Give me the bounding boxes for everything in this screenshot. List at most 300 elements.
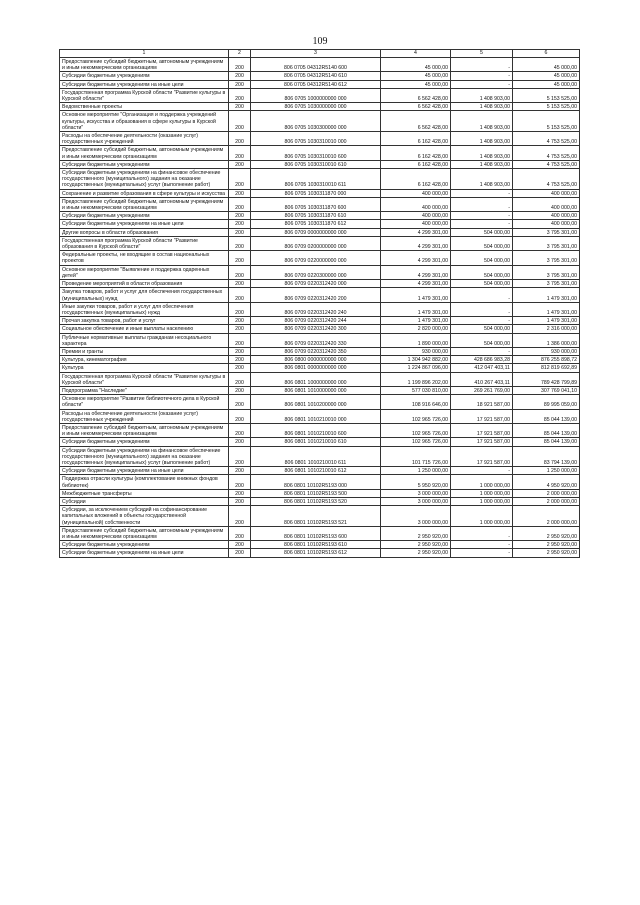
row-total-cell: 930 000,00 bbox=[513, 347, 580, 355]
row-code-cell: 806 0705 1000000000 000 bbox=[251, 88, 381, 102]
row-vr-cell: 200 bbox=[229, 317, 251, 325]
row-code-cell: 806 0801 10102R5193 612 bbox=[251, 549, 381, 557]
row-name-cell: Другие вопросы в области образования bbox=[60, 228, 229, 236]
row-change-cell: 1 408 903,00 bbox=[451, 160, 513, 168]
row-amount-cell: 101 715 726,00 bbox=[381, 446, 451, 467]
row-amount-cell: 102 965 726,00 bbox=[381, 409, 451, 423]
row-name-cell: Ведомственные проекты bbox=[60, 103, 229, 111]
row-change-cell: - bbox=[451, 347, 513, 355]
row-code-cell: 806 0709 0220312420 244 bbox=[251, 317, 381, 325]
row-code-cell: 806 0705 1030311870 610 bbox=[251, 212, 381, 220]
row-code-cell: 806 0709 0220312420 300 bbox=[251, 325, 381, 333]
row-total-cell: 4 753 525,00 bbox=[513, 146, 580, 160]
table-row bbox=[60, 423, 580, 437]
header-cell: 5 bbox=[451, 50, 513, 58]
row-change-cell: 17 921 587,00 bbox=[451, 446, 513, 467]
row-amount-cell: 108 916 646,00 bbox=[381, 395, 451, 409]
row-code-cell: 806 0709 0220312420 000 bbox=[251, 280, 381, 288]
row-vr-cell: 200 bbox=[229, 364, 251, 372]
table-row bbox=[60, 489, 580, 497]
row-total-cell: 1 386 000,00 bbox=[513, 333, 580, 347]
row-vr-cell: 200 bbox=[229, 288, 251, 302]
row-change-cell: 410 267 403,11 bbox=[451, 372, 513, 386]
row-change-cell: 269 261 769,00 bbox=[451, 386, 513, 394]
row-code-cell: 806 0801 10102R5193 500 bbox=[251, 489, 381, 497]
table-row bbox=[60, 467, 580, 475]
table-row bbox=[60, 549, 580, 557]
table-row bbox=[60, 80, 580, 88]
row-amount-cell: 4 299 301,00 bbox=[381, 265, 451, 279]
table-row bbox=[60, 364, 580, 372]
row-amount-cell: 6 162 428,00 bbox=[381, 160, 451, 168]
table-row bbox=[60, 475, 580, 489]
row-total-cell: 400 000,00 bbox=[513, 197, 580, 211]
row-amount-cell: 1 479 301,00 bbox=[381, 302, 451, 316]
header-cell: 6 bbox=[513, 50, 580, 58]
row-name-cell: Федеральные проекты, не входящие в состав национальных проектов bbox=[60, 251, 229, 265]
row-code-cell: 806 0801 10102R5193 520 bbox=[251, 497, 381, 505]
table-row bbox=[60, 146, 580, 160]
row-amount-cell: 2 950 920,00 bbox=[381, 541, 451, 549]
table-row bbox=[60, 189, 580, 197]
table-row bbox=[60, 251, 580, 265]
row-amount-cell: 3 000 000,00 bbox=[381, 506, 451, 527]
table-row bbox=[60, 160, 580, 168]
row-change-cell: 504 000,00 bbox=[451, 280, 513, 288]
row-change-cell: - bbox=[451, 197, 513, 211]
row-total-cell: 400 000,00 bbox=[513, 220, 580, 228]
row-total-cell: 1 250 000,00 bbox=[513, 467, 580, 475]
row-amount-cell: 6 162 428,00 bbox=[381, 169, 451, 190]
table-row bbox=[60, 103, 580, 111]
table-row bbox=[60, 212, 580, 220]
row-change-cell: - bbox=[451, 302, 513, 316]
row-change-cell: 504 000,00 bbox=[451, 228, 513, 236]
row-code-cell: 806 0800 0000000000 000 bbox=[251, 356, 381, 364]
row-code-cell: 806 0801 1000000000 000 bbox=[251, 372, 381, 386]
header-cell: 3 bbox=[251, 50, 381, 58]
row-amount-cell: 1 479 301,00 bbox=[381, 288, 451, 302]
row-name-cell: Предоставление субсидий бюджетным, автономным учреждениям и иным некоммерческим организациям bbox=[60, 526, 229, 540]
row-code-cell: 806 0705 1030311870 000 bbox=[251, 189, 381, 197]
row-total-cell: 85 044 139,00 bbox=[513, 409, 580, 423]
table-row bbox=[60, 236, 580, 250]
row-name-cell: Субсидии бюджетным учреждениям на иные цели bbox=[60, 549, 229, 557]
row-vr-cell: 200 bbox=[229, 549, 251, 557]
row-vr-cell: 200 bbox=[229, 251, 251, 265]
row-vr-cell: 200 bbox=[229, 409, 251, 423]
table-row bbox=[60, 302, 580, 316]
row-vr-cell: 200 bbox=[229, 372, 251, 386]
row-vr-cell: 200 bbox=[229, 302, 251, 316]
table-row bbox=[60, 169, 580, 190]
row-total-cell: 400 000,00 bbox=[513, 212, 580, 220]
row-vr-cell: 200 bbox=[229, 438, 251, 446]
row-amount-cell: 400 000,00 bbox=[381, 189, 451, 197]
row-name-cell: Государственная программа Курской области "Развитие образования в Курской области" bbox=[60, 236, 229, 250]
row-vr-cell: 200 bbox=[229, 197, 251, 211]
row-name-cell: Субсидии бюджетным учреждениям bbox=[60, 438, 229, 446]
row-vr-cell: 200 bbox=[229, 169, 251, 190]
row-name-cell: Основное мероприятие "Развитие библиотечного дела в Курской области" bbox=[60, 395, 229, 409]
table-row bbox=[60, 72, 580, 80]
row-code-cell: 806 0705 1030310010 611 bbox=[251, 169, 381, 190]
row-code-cell: 806 0801 1010210010 611 bbox=[251, 446, 381, 467]
row-total-cell: 1 479 301,00 bbox=[513, 302, 580, 316]
row-name-cell: Сохранение и развитие образования в сфере культуры и искусства bbox=[60, 189, 229, 197]
row-amount-cell: 45 000,00 bbox=[381, 72, 451, 80]
row-code-cell: 806 0801 1010210010 600 bbox=[251, 423, 381, 437]
row-vr-cell: 200 bbox=[229, 88, 251, 102]
row-total-cell: 2 950 920,00 bbox=[513, 541, 580, 549]
header-cell: 4 bbox=[381, 50, 451, 58]
row-total-cell: 89 995 059,00 bbox=[513, 395, 580, 409]
row-code-cell: 806 0705 04312R5140 612 bbox=[251, 80, 381, 88]
row-amount-cell: 102 965 726,00 bbox=[381, 438, 451, 446]
row-vr-cell: 200 bbox=[229, 333, 251, 347]
row-name-cell: Премии и гранты bbox=[60, 347, 229, 355]
row-amount-cell: 6 562 428,00 bbox=[381, 111, 451, 132]
row-name-cell: Предоставление субсидий бюджетным, автономным учреждениям и иным некоммерческим организациям bbox=[60, 58, 229, 72]
row-name-cell: Прочая закупка товаров, работ и услуг bbox=[60, 317, 229, 325]
row-vr-cell: 200 bbox=[229, 220, 251, 228]
budget-table bbox=[59, 49, 580, 558]
row-vr-cell: 200 bbox=[229, 189, 251, 197]
row-name-cell: Основное мероприятие "Организация и поддержка учреждений культуры, искусства и образования в сфере культуры в Курской области" bbox=[60, 111, 229, 132]
row-code-cell: 806 0705 04312R5140 610 bbox=[251, 72, 381, 80]
row-name-cell: Расходы на обеспечение деятельности (оказание услуг) государственных учреждений bbox=[60, 409, 229, 423]
row-code-cell: 806 0705 1030310010 610 bbox=[251, 160, 381, 168]
row-name-cell: Иные закупки товаров, работ и услуг для обеспечения государственных (муниципальных) нужд bbox=[60, 302, 229, 316]
row-code-cell: 806 0709 0200000000 000 bbox=[251, 236, 381, 250]
row-code-cell: 806 0705 1030000000 000 bbox=[251, 103, 381, 111]
row-change-cell: 504 000,00 bbox=[451, 236, 513, 250]
row-change-cell: 1 000 000,00 bbox=[451, 497, 513, 505]
page-number: 109 bbox=[312, 36, 328, 47]
row-code-cell: 806 0709 0220000000 000 bbox=[251, 251, 381, 265]
row-code-cell: 806 0709 0220312420 350 bbox=[251, 347, 381, 355]
row-vr-cell: 200 bbox=[229, 526, 251, 540]
row-vr-cell: 200 bbox=[229, 386, 251, 394]
row-vr-cell: 200 bbox=[229, 280, 251, 288]
row-code-cell: 806 0801 10102R5193 610 bbox=[251, 541, 381, 549]
row-code-cell: 806 0801 10102R5193 521 bbox=[251, 506, 381, 527]
row-change-cell: 1 408 903,00 bbox=[451, 111, 513, 132]
row-change-cell: 18 921 587,00 bbox=[451, 395, 513, 409]
table-row bbox=[60, 438, 580, 446]
row-amount-cell: 45 000,00 bbox=[381, 80, 451, 88]
row-total-cell: 85 044 139,00 bbox=[513, 423, 580, 437]
table-row bbox=[60, 325, 580, 333]
row-code-cell: 806 0801 10102R5193 000 bbox=[251, 475, 381, 489]
row-amount-cell: 1 250 000,00 bbox=[381, 467, 451, 475]
row-vr-cell: 200 bbox=[229, 111, 251, 132]
row-name-cell: Культура, кинематография bbox=[60, 356, 229, 364]
row-code-cell: 806 0709 0220312420 200 bbox=[251, 288, 381, 302]
row-amount-cell: 930 000,00 bbox=[381, 347, 451, 355]
table-row bbox=[60, 280, 580, 288]
row-total-cell: 45 000,00 bbox=[513, 58, 580, 72]
row-amount-cell: 2 820 000,00 bbox=[381, 325, 451, 333]
row-vr-cell: 200 bbox=[229, 489, 251, 497]
table-row bbox=[60, 506, 580, 527]
row-vr-cell: 200 bbox=[229, 347, 251, 355]
row-amount-cell: 4 299 301,00 bbox=[381, 251, 451, 265]
row-amount-cell: 400 000,00 bbox=[381, 197, 451, 211]
row-name-cell: Предоставление субсидий бюджетным, автономным учреждениям и иным некоммерческим организациям bbox=[60, 423, 229, 437]
row-vr-cell: 200 bbox=[229, 446, 251, 467]
row-code-cell: 806 0705 1030300000 000 bbox=[251, 111, 381, 132]
row-total-cell: 1 479 301,00 bbox=[513, 288, 580, 302]
row-vr-cell: 200 bbox=[229, 506, 251, 527]
row-total-cell: 2 950 920,00 bbox=[513, 549, 580, 557]
row-total-cell: 307 769 041,10 bbox=[513, 386, 580, 394]
row-vr-cell: 200 bbox=[229, 265, 251, 279]
row-vr-cell: 200 bbox=[229, 72, 251, 80]
table-row bbox=[60, 497, 580, 505]
row-amount-cell: 1 224 867 096,00 bbox=[381, 364, 451, 372]
row-change-cell: - bbox=[451, 317, 513, 325]
table-row bbox=[60, 132, 580, 146]
row-total-cell: 400 000,00 bbox=[513, 189, 580, 197]
row-code-cell: 806 0801 1010000000 000 bbox=[251, 386, 381, 394]
row-amount-cell: 6 562 428,00 bbox=[381, 103, 451, 111]
row-name-cell: Межбюджетные трансферты bbox=[60, 489, 229, 497]
row-change-cell: 1 000 000,00 bbox=[451, 475, 513, 489]
row-amount-cell: 1 479 301,00 bbox=[381, 317, 451, 325]
row-name-cell: Закупка товаров, работ и услуг для обеспечения государственных (муниципальных) нужд bbox=[60, 288, 229, 302]
row-total-cell: 4 753 525,00 bbox=[513, 169, 580, 190]
row-change-cell: 17 921 587,00 bbox=[451, 423, 513, 437]
row-amount-cell: 400 000,00 bbox=[381, 220, 451, 228]
row-name-cell: Поддержка отрасли культуры (комплектование книжных фондов библиотек) bbox=[60, 475, 229, 489]
row-change-cell: - bbox=[451, 189, 513, 197]
row-amount-cell: 577 030 810,00 bbox=[381, 386, 451, 394]
row-code-cell: 806 0801 1010210010 610 bbox=[251, 438, 381, 446]
table-row bbox=[60, 347, 580, 355]
row-change-cell: 1 408 903,00 bbox=[451, 132, 513, 146]
row-code-cell: 806 0705 1030310010 000 bbox=[251, 132, 381, 146]
table-header-row bbox=[60, 50, 580, 58]
row-change-cell: - bbox=[451, 467, 513, 475]
row-change-cell: - bbox=[451, 220, 513, 228]
row-vr-cell: 200 bbox=[229, 228, 251, 236]
row-vr-cell: 200 bbox=[229, 541, 251, 549]
row-name-cell: Основное мероприятие "Выявление и поддержка одаренных детей" bbox=[60, 265, 229, 279]
row-name-cell: Государственная программа Курской области "Развитие культуры в Курской области" bbox=[60, 88, 229, 102]
row-amount-cell: 4 299 301,00 bbox=[381, 236, 451, 250]
row-total-cell: 4 753 525,00 bbox=[513, 160, 580, 168]
row-total-cell: 4 753 525,00 bbox=[513, 132, 580, 146]
row-vr-cell: 200 bbox=[229, 423, 251, 437]
row-vr-cell: 200 bbox=[229, 497, 251, 505]
row-vr-cell: 200 bbox=[229, 103, 251, 111]
row-name-cell: Публичные нормативные выплаты гражданам несоциального характера bbox=[60, 333, 229, 347]
row-name-cell: Предоставление субсидий бюджетным, автономным учреждениям и иным некоммерческим организациям bbox=[60, 197, 229, 211]
row-vr-cell: 200 bbox=[229, 236, 251, 250]
row-vr-cell: 200 bbox=[229, 146, 251, 160]
row-amount-cell: 400 000,00 bbox=[381, 212, 451, 220]
table-row bbox=[60, 446, 580, 467]
row-change-cell: 504 000,00 bbox=[451, 251, 513, 265]
row-total-cell: 3 795 301,00 bbox=[513, 265, 580, 279]
row-amount-cell: 2 950 920,00 bbox=[381, 549, 451, 557]
row-code-cell: 806 0801 1010200000 000 bbox=[251, 395, 381, 409]
row-total-cell: 5 153 525,00 bbox=[513, 88, 580, 102]
row-vr-cell: 200 bbox=[229, 325, 251, 333]
row-change-cell: - bbox=[451, 549, 513, 557]
table-row bbox=[60, 220, 580, 228]
row-amount-cell: 4 299 301,00 bbox=[381, 280, 451, 288]
row-amount-cell: 5 950 920,00 bbox=[381, 475, 451, 489]
row-amount-cell: 2 950 920,00 bbox=[381, 526, 451, 540]
row-amount-cell: 102 965 726,00 bbox=[381, 423, 451, 437]
row-change-cell: 428 686 983,28 bbox=[451, 356, 513, 364]
row-name-cell: Субсидии, за исключением субсидий на софинансирование капитальных вложений в объекты государственной (муниципальной) собственности bbox=[60, 506, 229, 527]
row-total-cell: 3 795 301,00 bbox=[513, 251, 580, 265]
row-code-cell: 806 0801 10102R5193 600 bbox=[251, 526, 381, 540]
row-total-cell: 876 255 898,72 bbox=[513, 356, 580, 364]
row-name-cell: Социальное обеспечение и иные выплаты населению bbox=[60, 325, 229, 333]
row-total-cell: 85 044 139,00 bbox=[513, 438, 580, 446]
row-amount-cell: 6 162 428,00 bbox=[381, 132, 451, 146]
table-row bbox=[60, 356, 580, 364]
row-name-cell: Субсидии бюджетным учреждениям bbox=[60, 72, 229, 80]
row-change-cell: 1 408 903,00 bbox=[451, 169, 513, 190]
row-code-cell: 806 0709 0220312420 330 bbox=[251, 333, 381, 347]
row-code-cell: 806 0801 1010210010 612 bbox=[251, 467, 381, 475]
row-change-cell: - bbox=[451, 541, 513, 549]
row-name-cell: Субсидии bbox=[60, 497, 229, 505]
row-total-cell: 5 153 525,00 bbox=[513, 103, 580, 111]
header-cell: 2 bbox=[229, 50, 251, 58]
table-row bbox=[60, 288, 580, 302]
row-total-cell: 789 428 799,89 bbox=[513, 372, 580, 386]
row-name-cell: Субсидии бюджетным учреждениям на финансовое обеспечение государственного (муниципального) задания на оказание государственных (муниципальных) услуг (выполнение работ) bbox=[60, 169, 229, 190]
row-name-cell: Субсидии бюджетным учреждениям bbox=[60, 160, 229, 168]
row-code-cell: 806 0705 1030311870 612 bbox=[251, 220, 381, 228]
row-total-cell: 5 153 525,00 bbox=[513, 111, 580, 132]
table-row bbox=[60, 409, 580, 423]
table-row bbox=[60, 541, 580, 549]
row-name-cell: Субсидии бюджетным учреждениям на финансовое обеспечение государственного (муниципального) задания на оказание государственных (муниципальных) услуг (выполнение работ) bbox=[60, 446, 229, 467]
row-change-cell: - bbox=[451, 72, 513, 80]
row-vr-cell: 200 bbox=[229, 212, 251, 220]
row-change-cell: 1 000 000,00 bbox=[451, 506, 513, 527]
table-row bbox=[60, 88, 580, 102]
row-vr-cell: 200 bbox=[229, 160, 251, 168]
row-code-cell: 806 0801 1010210010 000 bbox=[251, 409, 381, 423]
table-row bbox=[60, 228, 580, 236]
row-change-cell: 17 921 587,00 bbox=[451, 409, 513, 423]
table-row bbox=[60, 111, 580, 132]
row-name-cell: Расходы на обеспечение деятельности (оказание услуг) государственных учреждений bbox=[60, 132, 229, 146]
row-change-cell: 1 408 903,00 bbox=[451, 103, 513, 111]
row-total-cell: 83 794 139,00 bbox=[513, 446, 580, 467]
row-total-cell: 1 479 301,00 bbox=[513, 317, 580, 325]
row-change-cell: 1 408 903,00 bbox=[451, 88, 513, 102]
row-name-cell: Проведение мероприятий в области образования bbox=[60, 280, 229, 288]
table-row bbox=[60, 317, 580, 325]
row-total-cell: 45 000,00 bbox=[513, 80, 580, 88]
row-code-cell: 806 0705 1030310010 600 bbox=[251, 146, 381, 160]
row-change-cell: 504 000,00 bbox=[451, 333, 513, 347]
row-code-cell: 806 0705 1030311870 600 bbox=[251, 197, 381, 211]
row-vr-cell: 200 bbox=[229, 467, 251, 475]
row-name-cell: Субсидии бюджетным учреждениям bbox=[60, 541, 229, 549]
table-row bbox=[60, 333, 580, 347]
row-name-cell: Предоставление субсидий бюджетным, автономным учреждениям и иным некоммерческим организациям bbox=[60, 146, 229, 160]
row-total-cell: 3 795 301,00 bbox=[513, 280, 580, 288]
row-total-cell: 2 000 000,00 bbox=[513, 489, 580, 497]
row-total-cell: 812 819 692,89 bbox=[513, 364, 580, 372]
row-change-cell: - bbox=[451, 58, 513, 72]
row-total-cell: 2 000 000,00 bbox=[513, 506, 580, 527]
row-name-cell: Субсидии бюджетным учреждениям на иные цели bbox=[60, 220, 229, 228]
row-total-cell: 2 000 000,00 bbox=[513, 497, 580, 505]
row-amount-cell: 1 199 896 202,00 bbox=[381, 372, 451, 386]
row-amount-cell: 3 000 000,00 bbox=[381, 497, 451, 505]
row-total-cell: 45 000,00 bbox=[513, 72, 580, 80]
table-row bbox=[60, 526, 580, 540]
row-vr-cell: 200 bbox=[229, 132, 251, 146]
row-change-cell: - bbox=[451, 526, 513, 540]
table-row bbox=[60, 395, 580, 409]
row-total-cell: 4 950 920,00 bbox=[513, 475, 580, 489]
row-vr-cell: 200 bbox=[229, 356, 251, 364]
table-row bbox=[60, 386, 580, 394]
table-row bbox=[60, 372, 580, 386]
row-name-cell: Субсидии бюджетным учреждениям на иные цели bbox=[60, 80, 229, 88]
row-name-cell: Государственная программа Курской области "Развитие культуры в Курской области" bbox=[60, 372, 229, 386]
row-total-cell: 2 316 000,00 bbox=[513, 325, 580, 333]
row-vr-cell: 200 bbox=[229, 80, 251, 88]
row-change-cell: 1 408 903,00 bbox=[451, 146, 513, 160]
row-code-cell: 806 0709 0220312420 240 bbox=[251, 302, 381, 316]
table-row bbox=[60, 58, 580, 72]
row-change-cell: 1 000 000,00 bbox=[451, 489, 513, 497]
row-amount-cell: 6 162 428,00 bbox=[381, 146, 451, 160]
row-vr-cell: 200 bbox=[229, 395, 251, 409]
row-code-cell: 806 0709 0220300000 000 bbox=[251, 265, 381, 279]
table-row bbox=[60, 265, 580, 279]
row-name-cell: Субсидии бюджетным учреждениям на иные цели bbox=[60, 467, 229, 475]
row-total-cell: 3 795 301,00 bbox=[513, 228, 580, 236]
row-code-cell: 806 0801 0000000000 000 bbox=[251, 364, 381, 372]
row-vr-cell: 200 bbox=[229, 58, 251, 72]
header-cell: 1 bbox=[60, 50, 229, 58]
row-name-cell: Культура bbox=[60, 364, 229, 372]
table-row bbox=[60, 197, 580, 211]
row-amount-cell: 1 890 000,00 bbox=[381, 333, 451, 347]
row-change-cell: - bbox=[451, 288, 513, 302]
row-change-cell: - bbox=[451, 212, 513, 220]
row-change-cell: 504 000,00 bbox=[451, 325, 513, 333]
row-code-cell: 806 0709 0000000000 000 bbox=[251, 228, 381, 236]
row-change-cell: 504 000,00 bbox=[451, 265, 513, 279]
row-vr-cell: 200 bbox=[229, 475, 251, 489]
row-code-cell: 806 0705 04312R5140 600 bbox=[251, 58, 381, 72]
row-name-cell: Субсидии бюджетным учреждениям bbox=[60, 212, 229, 220]
row-change-cell: 17 921 587,00 bbox=[451, 438, 513, 446]
row-amount-cell: 3 000 000,00 bbox=[381, 489, 451, 497]
row-total-cell: 2 950 920,00 bbox=[513, 526, 580, 540]
row-total-cell: 3 795 301,00 bbox=[513, 236, 580, 250]
row-amount-cell: 4 299 301,00 bbox=[381, 228, 451, 236]
row-amount-cell: 6 562 428,00 bbox=[381, 88, 451, 102]
row-amount-cell: 1 304 942 882,00 bbox=[381, 356, 451, 364]
row-name-cell: Подпрограмма "Наследие" bbox=[60, 386, 229, 394]
